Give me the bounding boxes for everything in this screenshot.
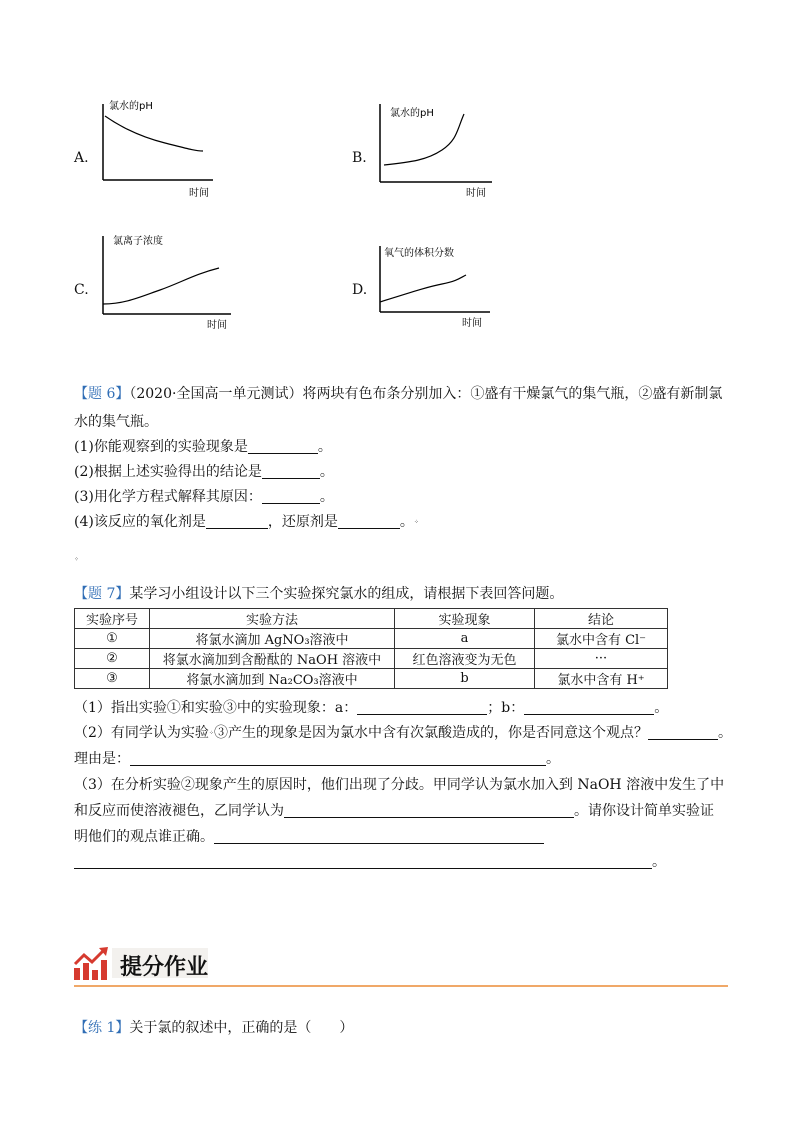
q7-s2-text-a: （2）有同学认为实验 [74,725,209,741]
q7-s3-text-d: 明他们的观点谁正确。 [74,829,214,845]
q7-s3-end: 。 [652,854,666,870]
table-cell: 红色溶液变为无色 [395,649,535,669]
section-title: 提分作业 [120,955,209,980]
graph-b-y-title: 氯水的pH [390,108,434,119]
q7-s1-text-b: ；b： [487,700,525,716]
q7-sub-3-line-1: （3）在分析实验②现象产生的原因时，他们出现了分歧。甲同学认为氯水加入到 NaOH 溶液中发生了中 [74,777,725,793]
q6-p1-text: (1)你能观察到的实验现象是 [74,439,248,455]
table-row [75,669,668,689]
option-b-label: B. [352,150,367,166]
graph-d-y-title: 氧气的体积分数 [384,248,454,259]
table-cell: ③ [75,669,150,689]
table-row [75,649,668,669]
q6-p1-blank[interactable] [248,439,318,454]
q6-p1-end: 。 [317,439,332,455]
practice-1 [74,1017,353,1037]
graph-b-x-title: 时间 [466,188,486,198]
q6-stem-2: 水的集气瓶。 [74,414,158,430]
q7-sub-2-reason [74,748,560,768]
q7-s3-blank-1[interactable] [284,803,574,818]
table-cell: 氯水中含有 Cl⁻ [535,629,668,649]
q6-p4-blank-1[interactable] [206,514,268,529]
table-cell: 将氯水滴加到含酚酞的 NaOH 溶液中 [150,649,395,669]
graph-d [372,240,494,332]
q7-sub-3-line-3 [74,826,544,846]
graph-d-x-title: 时间 [462,318,482,329]
q6-p2-end: 。 [319,464,334,480]
table-header-row [75,609,668,629]
q6-p3-text: (3)用化学方程式解释其原因： [74,489,262,505]
q7-s3-text-b: 和反应而使溶液褪色，乙同学认为 [74,803,284,819]
q6-p4-text-b: ，还原剂是 [267,514,338,530]
q7-s3-blank-2[interactable] [214,829,544,844]
graph-b [372,100,494,198]
q7-mark: ⁘ [208,729,214,737]
q6-p4-blank-2[interactable] [338,514,400,529]
q7-s2-blank-1[interactable] [648,725,718,740]
q7-sub-3-line-4 [74,851,666,871]
q7-s3-blank-3[interactable] [74,854,652,869]
q6-part-2 [74,461,334,481]
q7-s1-end: 。 [654,700,669,716]
q6-p2-text: (2)根据上述实验得出的结论是 [74,464,262,480]
q7-s2-text-b: ③产生的现象是因为氯水中含有次氯酸造成的，你是否同意这个观点？ [213,725,648,741]
q7-s2-reason-text: 理由是： [74,751,130,767]
q6-tag: 【题 6】 [74,386,130,402]
option-c-label: C. [74,282,89,298]
q7-s3-text-c: 。请你设计简单实验证 [574,803,714,819]
table-cell: ① [75,629,150,649]
table-cell: 将氯水滴加 AgNO₃溶液中 [150,629,395,649]
q7-s2-blank-2[interactable] [130,751,546,766]
section-divider [74,985,728,987]
q7-tag: 【题 7】 [74,586,130,602]
option-d-label: D. [352,282,368,298]
q6-p4-end: 。 [399,514,414,530]
q6-p3-end: 。 [319,489,334,505]
graph-c-x-title: 时间 [207,320,227,331]
q7-sub-1 [74,697,668,717]
q7-s1-blank-a[interactable] [357,700,487,715]
q6-p3-blank[interactable] [262,489,320,504]
q7-s1-blank-b[interactable] [524,700,654,715]
q6-part-4 [74,511,419,531]
table-cell: b [395,669,535,689]
q6-mark-1: ⁘ [413,518,419,526]
graph-a-x-title: 时间 [189,188,209,198]
table-header: 实验序号 [75,609,150,629]
q7-s2-end-2: 。 [546,751,560,767]
table-cell: ··· [535,649,668,669]
table-header: 结论 [535,609,668,629]
q7-sub-3-line-2 [74,800,714,820]
table-header: 实验现象 [395,609,535,629]
q6-line-1 [74,383,722,403]
table-cell: 将氯水滴加到 Na₂CO₃溶液中 [150,669,395,689]
q7-s1-text-a: （1）指出实验①和实验③中的实验现象：a： [74,700,358,716]
table-cell: ② [75,649,150,669]
graph-c [95,232,235,332]
q7-s2-end-1: 。 [717,725,732,741]
q6-part-3 [74,486,334,506]
q6-mark-2: ⁘ [74,556,80,563]
option-a-label: A. [74,150,89,166]
graph-a-y-title: 氯水的pH [109,101,153,112]
table-cell: a [395,629,535,649]
q7-intro [74,583,563,603]
q6-part-1 [74,436,332,456]
table-header: 实验方法 [150,609,395,629]
table-cell: 氯水中含有 H⁺ [535,669,668,689]
growth-chart-icon [72,946,110,982]
graph-a [95,98,215,198]
q6-p2-blank[interactable] [262,464,320,479]
experiment-table [74,608,668,689]
q6-p4-text-a: (4)该反应的氧化剂是 [74,514,206,530]
q7-intro-text: 某学习小组设计以下三个实验探究氯水的组成，请根据下表回答问题。 [129,586,564,602]
practice-1-tag: 【练 1】 [74,1020,130,1036]
table-row [75,629,668,649]
q6-stem-1: （2020·全国高一单元测试）将两块有色布条分别加入：①盛有干燥氯气的集气瓶，②盛有新制氯 [129,386,723,402]
graph-c-y-title: 氯离子浓度 [113,236,163,247]
q7-sub-2 [74,722,732,742]
practice-1-text: 关于氯的叙述中，正确的是（ ） [129,1020,354,1036]
